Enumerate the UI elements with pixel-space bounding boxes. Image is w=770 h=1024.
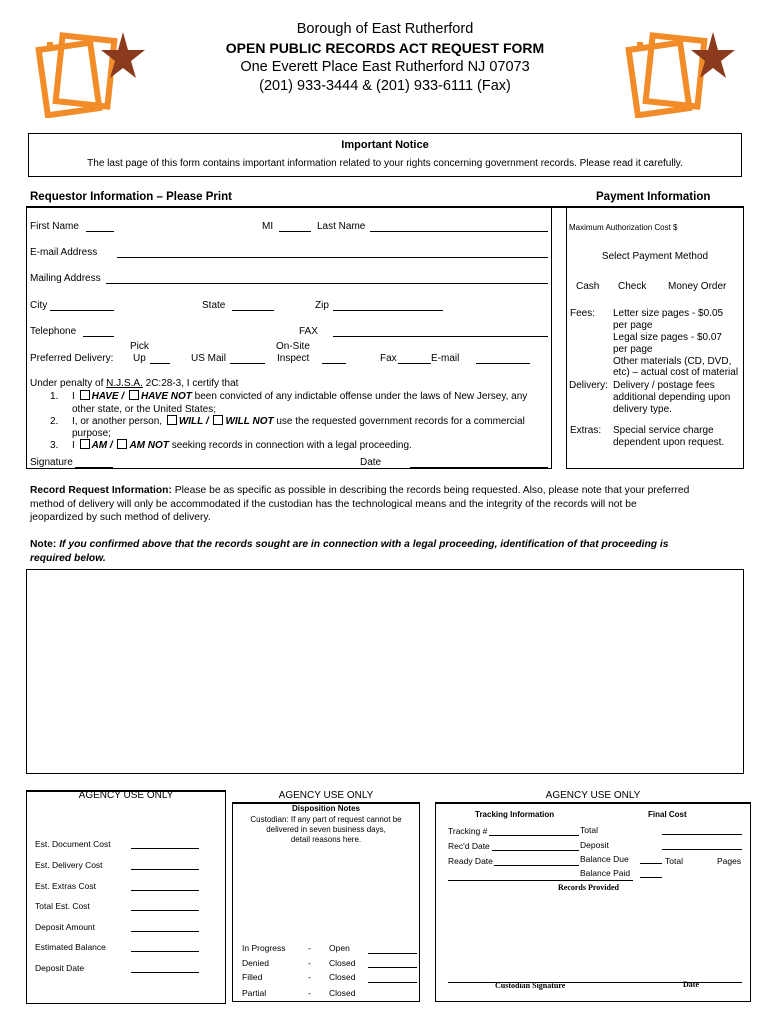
usmail-label: US Mail bbox=[191, 353, 227, 364]
extras-2: dependent upon request. bbox=[613, 437, 725, 448]
recd-field[interactable] bbox=[492, 850, 579, 851]
extras-1: Special service charge bbox=[613, 425, 714, 436]
select-payment-label: Select Payment Method bbox=[601, 251, 709, 262]
closed-2-label: Closed bbox=[329, 972, 356, 982]
last-name-label: Last Name bbox=[317, 221, 366, 232]
usmail-field[interactable] bbox=[230, 363, 265, 364]
deposit-date-field[interactable] bbox=[131, 972, 199, 973]
penalty-law: N.J.S.A. bbox=[106, 378, 143, 389]
telephone-field[interactable] bbox=[83, 336, 114, 337]
header-borough: Borough of East Rutherford bbox=[296, 21, 474, 37]
record-request-line3: jeopardized by such method of delivery. bbox=[30, 512, 211, 523]
delivery-3: delivery type. bbox=[613, 404, 672, 415]
bal-paid-field[interactable] bbox=[640, 877, 662, 878]
tracking-label: Tracking # bbox=[448, 826, 488, 836]
est-doc-label: Est. Document Cost bbox=[35, 839, 111, 849]
notice-title: Important Notice bbox=[341, 139, 429, 151]
custodian-date-label: Date bbox=[683, 980, 699, 989]
cert-2-num: 2. bbox=[50, 416, 59, 427]
will-not-label: WILL NOT bbox=[225, 416, 274, 427]
deposit-amt-field[interactable] bbox=[131, 931, 199, 932]
mailing-label: Mailing Address bbox=[30, 273, 101, 284]
have-checkbox[interactable] bbox=[80, 390, 90, 400]
fee-3: Other materials (CD, DVD, bbox=[613, 356, 732, 367]
cert-3-i: I bbox=[72, 440, 75, 451]
total2-label: Total bbox=[665, 856, 683, 866]
open-label: Open bbox=[329, 943, 350, 953]
state-label: State bbox=[202, 300, 226, 311]
state-field[interactable] bbox=[232, 310, 274, 311]
tracking-info-title: Tracking Information bbox=[475, 810, 555, 819]
agency-left-title: AGENCY USE ONLY bbox=[78, 790, 174, 801]
email-delivery-field[interactable] bbox=[476, 363, 530, 364]
will-checkbox[interactable] bbox=[167, 415, 177, 425]
mailing-field[interactable] bbox=[106, 283, 548, 284]
fee-1b: per page bbox=[613, 320, 653, 331]
am-label: AM / bbox=[91, 440, 113, 451]
fee-2: Legal size pages - $0.07 bbox=[613, 332, 722, 343]
zip-label: Zip bbox=[315, 300, 329, 311]
disposition-2: delivered in seven business days, bbox=[266, 825, 386, 834]
cert-2-rest: use the requested government records for a commercial bbox=[276, 416, 525, 427]
bal-due-label: Balance Due bbox=[580, 854, 629, 864]
penalty-post: 2C:28-3, I certify that bbox=[145, 378, 239, 389]
deposit-amt-label: Deposit Amount bbox=[35, 922, 96, 932]
note-label: Note: bbox=[30, 539, 57, 550]
filled-label: Filled bbox=[242, 972, 263, 982]
cert-2-rest2: purpose; bbox=[72, 428, 111, 439]
cert-1-line bbox=[72, 390, 527, 402]
onsite-label: On-Site bbox=[276, 341, 310, 352]
est-del-label: Est. Delivery Cost bbox=[35, 860, 103, 870]
total-est-label: Total Est. Cost bbox=[35, 901, 90, 911]
email-label: E-mail Address bbox=[30, 247, 98, 258]
fax2-label: Fax bbox=[380, 353, 397, 364]
cert-1-rest2: other state, or the United States; bbox=[72, 404, 216, 415]
requestor-heading: Requestor Information – Please Print bbox=[30, 191, 232, 203]
up-label: Up bbox=[133, 353, 146, 364]
fee-2b: per page bbox=[613, 344, 653, 355]
dash-1: - bbox=[308, 943, 311, 953]
delivery-1: Delivery / postage fees bbox=[613, 380, 715, 391]
last-name-field[interactable] bbox=[370, 231, 548, 232]
first-name-field[interactable] bbox=[86, 231, 114, 232]
note-block bbox=[30, 538, 742, 565]
disposition-title: Disposition Notes bbox=[291, 804, 360, 813]
city-label: City bbox=[30, 300, 48, 311]
am-not-checkbox[interactable] bbox=[117, 439, 127, 449]
fee-1: Letter size pages - $0.05 bbox=[613, 308, 724, 319]
city-field[interactable] bbox=[50, 310, 114, 311]
telephone-label: Telephone bbox=[30, 326, 77, 337]
payment-heading: Payment Information bbox=[596, 191, 711, 203]
closed-1-label: Closed bbox=[329, 958, 356, 968]
max-auth-label: Maximum Authorization Cost $ bbox=[569, 223, 678, 232]
zip-field[interactable] bbox=[333, 310, 443, 311]
inspect-field[interactable] bbox=[322, 363, 346, 364]
closed-3-label: Closed bbox=[329, 988, 356, 998]
fees-label: Fees: bbox=[570, 308, 596, 319]
ready-field[interactable] bbox=[494, 865, 579, 866]
cert-3-num: 3. bbox=[50, 440, 59, 451]
will-not-checkbox[interactable] bbox=[213, 415, 223, 425]
deposit-field[interactable] bbox=[662, 849, 742, 850]
agency-right-rule bbox=[435, 802, 751, 804]
pickup-field[interactable] bbox=[150, 363, 170, 364]
disposition-1: Custodian: If any part of request cannot be bbox=[250, 815, 402, 824]
total-est-field[interactable] bbox=[131, 910, 199, 911]
max-auth-field[interactable] bbox=[690, 232, 740, 233]
disposition-3: detail reasons here. bbox=[290, 835, 362, 844]
notice-text: The last page of this form contains important information related to your rights concerning government records. Please read it carefully. bbox=[87, 158, 683, 169]
agency-middle-title: AGENCY USE ONLY bbox=[278, 790, 374, 801]
note-line2: required below. bbox=[30, 552, 106, 564]
header-form-title: OPEN PUBLIC RECORDS ACT REQUEST FORM bbox=[225, 40, 545, 56]
record-request-label: Record Request Information: bbox=[30, 485, 172, 496]
delivery-label: Delivery: bbox=[569, 380, 608, 391]
email2-label: E-mail bbox=[431, 353, 460, 364]
check-option[interactable]: Check bbox=[618, 281, 647, 292]
header-address: One Everett Place East Rutherford NJ 07073 bbox=[240, 59, 530, 75]
total-field[interactable] bbox=[662, 834, 742, 835]
email-field[interactable] bbox=[117, 257, 548, 258]
mi-field[interactable] bbox=[279, 231, 311, 232]
penalty-pre: Under penalty of bbox=[30, 378, 104, 389]
est-ext-label: Est. Extras Cost bbox=[35, 881, 96, 891]
date-label: Date bbox=[360, 457, 382, 468]
cert-3-line bbox=[72, 439, 412, 451]
closed-2-field[interactable] bbox=[368, 982, 417, 983]
am-not-label: AM NOT bbox=[129, 440, 169, 451]
signature-field[interactable] bbox=[75, 467, 113, 468]
tracking-field[interactable] bbox=[489, 835, 579, 836]
fax-delivery-field[interactable] bbox=[398, 363, 431, 364]
denied-label: Denied bbox=[242, 958, 269, 968]
signature-label: Signature bbox=[30, 457, 73, 468]
cash-option[interactable]: Cash bbox=[576, 281, 600, 292]
have-not-checkbox[interactable] bbox=[129, 390, 139, 400]
inspect-label: Inspect bbox=[277, 353, 310, 364]
record-request-info bbox=[30, 484, 742, 525]
partial-label: Partial bbox=[242, 988, 267, 998]
record-request-line2: method of delivery will only be accommodated if the custodian has the technological means and the integrity of the records will not be bbox=[30, 498, 637, 510]
in-progress-label: In Progress bbox=[242, 943, 286, 953]
est-bal-label: Estimated Balance bbox=[35, 942, 106, 952]
records-provided-field[interactable] bbox=[448, 880, 633, 881]
preferred-delivery-label: Preferred Delivery: bbox=[30, 353, 114, 364]
deposit-date-label: Deposit Date bbox=[35, 963, 85, 973]
fax-label: FAX bbox=[299, 326, 318, 337]
est-bal-field[interactable] bbox=[131, 951, 199, 952]
mi-label: MI bbox=[262, 221, 274, 232]
header-phone: (201) 933-3444 & (201) 933-6111 (Fax) bbox=[259, 78, 511, 94]
am-checkbox[interactable] bbox=[80, 439, 90, 449]
bal-paid-label: Balance Paid bbox=[580, 868, 631, 878]
agency-right-title: AGENCY USE ONLY bbox=[545, 790, 641, 801]
fax-field[interactable] bbox=[333, 336, 548, 337]
record-request-line1: Please be as specific as possible in describing the records being requested. Also, please note that your preferred bbox=[174, 485, 690, 496]
extras-label: Extras: bbox=[570, 425, 602, 436]
records-request-textarea[interactable] bbox=[26, 569, 744, 774]
est-del-field[interactable] bbox=[131, 869, 199, 870]
closed-1-field[interactable] bbox=[368, 967, 417, 968]
total-label: Total bbox=[580, 825, 598, 835]
est-doc-field[interactable] bbox=[131, 848, 199, 849]
pages-label: Pages bbox=[717, 856, 742, 866]
est-ext-field[interactable] bbox=[131, 890, 199, 891]
dash-3: - bbox=[308, 972, 311, 982]
have-not-label: HAVE NOT bbox=[140, 391, 192, 402]
note-line1: If you confirmed above that the records sought are in connection with a legal proceeding, identification of that proceeding is bbox=[59, 539, 669, 550]
date-field[interactable] bbox=[410, 467, 548, 468]
pick-label: Pick bbox=[130, 341, 149, 352]
open-field[interactable] bbox=[368, 953, 417, 954]
custodian-signature-label: Custodian Signature bbox=[495, 981, 566, 990]
bal-due-field[interactable] bbox=[640, 863, 662, 864]
delivery-2: additional depending upon bbox=[613, 392, 731, 403]
have-label: HAVE / bbox=[91, 391, 125, 402]
penalty-text bbox=[30, 378, 238, 389]
final-cost-title: Final Cost bbox=[648, 810, 687, 819]
money-order-option[interactable]: Money Order bbox=[668, 281, 727, 292]
dash-4: - bbox=[308, 988, 311, 998]
cert-3-rest: seeking records in connection with a legal proceeding. bbox=[171, 440, 412, 451]
first-name-label: First Name bbox=[30, 221, 79, 232]
deposit-label: Deposit bbox=[580, 840, 609, 850]
dash-2: - bbox=[308, 958, 311, 968]
recd-label: Rec'd Date bbox=[448, 841, 490, 851]
records-provided-label: Records Provided bbox=[558, 883, 619, 892]
cert-2-line bbox=[72, 415, 525, 427]
cert-2-a: I, or another person, bbox=[72, 416, 163, 427]
cert-1-i: I bbox=[72, 391, 75, 402]
ready-label: Ready Date bbox=[448, 856, 493, 866]
fee-3b: etc) – actual cost of material bbox=[613, 367, 739, 378]
cert-1-rest: been convicted of any indictable offense under the laws of New Jersey, any bbox=[194, 391, 528, 402]
will-label: WILL / bbox=[178, 416, 209, 427]
cert-1-num: 1. bbox=[50, 391, 59, 402]
